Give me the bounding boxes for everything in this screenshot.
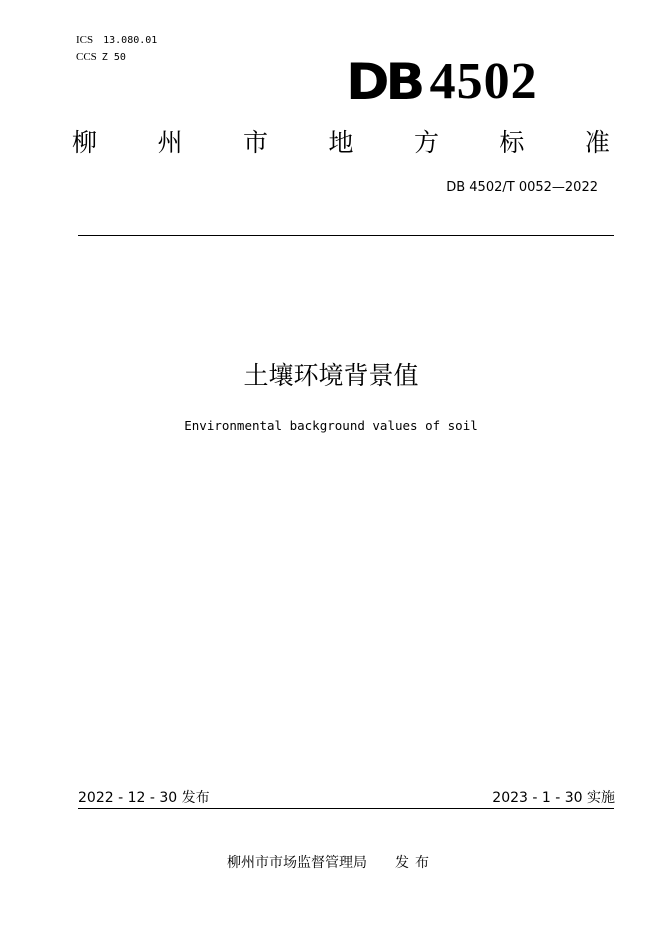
publisher-organization: 柳州市市场监督管理局 (227, 855, 367, 871)
db-standard-logo (346, 53, 538, 111)
ccs-code (76, 50, 126, 65)
heading-char: 准 (584, 128, 610, 157)
issue-date: 2022 - 12 - 30 发布 (78, 790, 210, 806)
heading-char: 州 (157, 128, 183, 157)
ics-label: ICS (76, 34, 94, 46)
heading-char: 方 (413, 128, 439, 157)
db-logo-code: 4502 (429, 53, 538, 110)
implementation-date: 2023 - 1 - 30 实施 (492, 790, 615, 806)
heading-char: 市 (242, 128, 268, 157)
ics-code (76, 33, 157, 48)
publisher-line (0, 853, 662, 873)
ccs-value: Z 50 (101, 52, 126, 63)
ics-value: 13.080.01 (103, 35, 158, 46)
top-divider (78, 235, 614, 236)
document-title-chinese: 土壤环境背景值 (243, 361, 419, 390)
heading-char: 标 (499, 128, 525, 157)
heading-char: 地 (328, 128, 354, 157)
ccs-label: CCS (76, 51, 97, 63)
local-standard-heading (72, 126, 610, 160)
bottom-divider (78, 808, 614, 809)
publisher-action: 发布 (395, 855, 435, 871)
heading-char: 柳 (72, 128, 98, 157)
document-title-english: Environmental background values of soil (184, 418, 478, 433)
db-logo-letters: DB (346, 53, 422, 111)
standard-number: DB 4502/T 0052—2022 (446, 180, 598, 195)
